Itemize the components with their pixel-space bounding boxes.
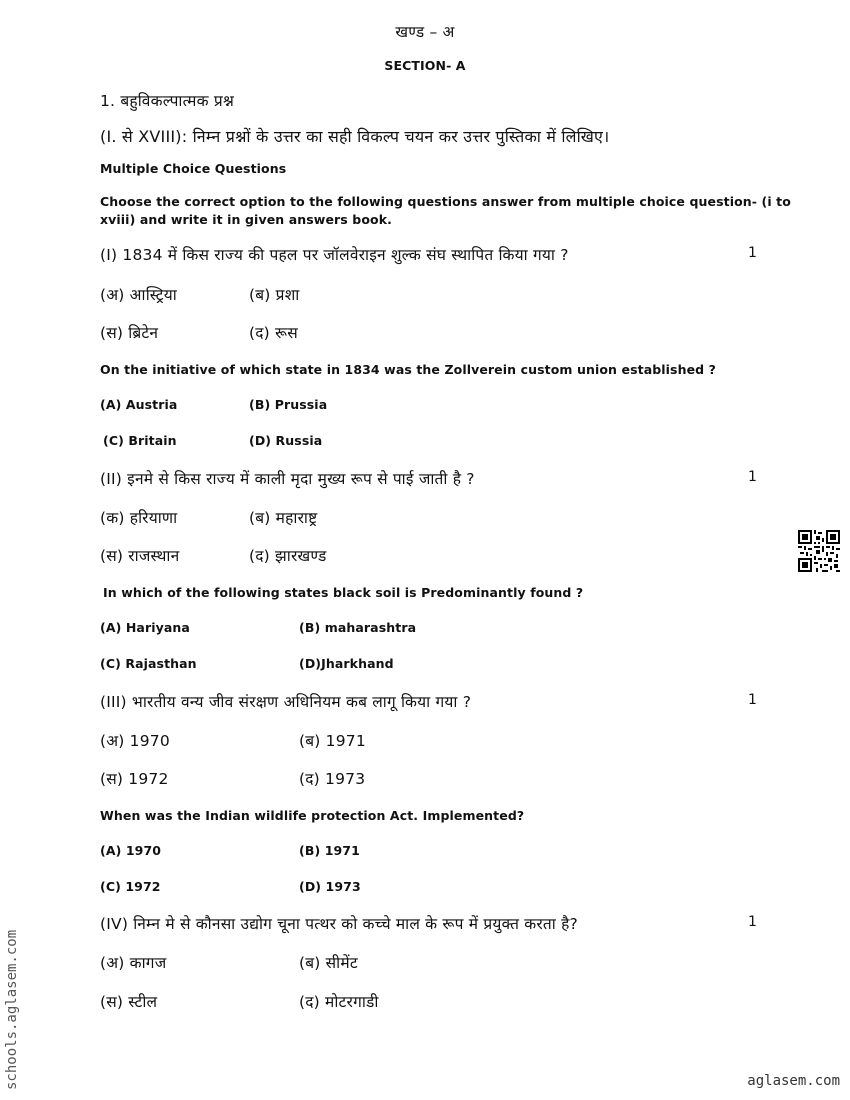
- q3-option-b-english: (B) 1971: [299, 843, 360, 858]
- section-heading-hindi: खण्ड – अ: [395, 23, 455, 41]
- mcq-title-hindi: 1. बहुविकल्पात्मक प्रश्न: [100, 92, 235, 110]
- q1-option-b-english: (B) Prussia: [249, 397, 328, 412]
- instruction-hindi: (I. से XVIII): निम्न प्रश्नों के उत्तर का सही विकल्प चयन कर उत्तर पुस्तिका में लिखिए।: [100, 127, 610, 146]
- question-1-hindi: (I) 1834 में किस राज्य की पहल पर जॉलवेराइन शुल्क संघ स्थापित किया गया ?: [100, 246, 569, 264]
- q3-option-c-hindi: (स) 1972: [100, 770, 169, 788]
- q4-option-a-hindi: (अ) कागज: [100, 954, 167, 972]
- q4-option-b-hindi: (ब) सीमेंट: [299, 954, 358, 972]
- q2-option-a-english: (A) Hariyana: [100, 620, 190, 635]
- question-2-english: In which of the following states black soil is Predominantly found ?: [103, 585, 584, 600]
- q2-option-a-hindi: (क) हरियाणा: [100, 509, 178, 527]
- q3-option-a-hindi: (अ) 1970: [100, 732, 170, 750]
- q2-option-d-hindi: (द) झारखण्ड: [249, 547, 327, 565]
- question-4-marks: 1: [748, 914, 757, 930]
- q1-option-c-english: (C) Britain: [103, 433, 177, 448]
- question-1-marks: 1: [748, 245, 757, 261]
- q2-option-c-hindi: (स) राजस्थान: [100, 547, 180, 565]
- q1-option-b-hindi: (ब) प्रशा: [249, 286, 300, 304]
- mcq-title-english: Multiple Choice Questions: [100, 161, 287, 176]
- q3-option-d-hindi: (द) 1973: [299, 770, 366, 788]
- question-3-english: When was the Indian wildlife protection Act. Implemented?: [100, 808, 525, 823]
- q2-option-c-english: (C) Rajasthan: [100, 656, 197, 671]
- q1-option-c-hindi: (स) ब्रिटेन: [100, 324, 159, 342]
- q1-option-d-english: (D) Russia: [249, 433, 323, 448]
- q3-option-b-hindi: (ब) 1971: [299, 732, 366, 750]
- q3-option-d-english: (D) 1973: [299, 879, 361, 894]
- question-3-marks: 1: [748, 692, 757, 708]
- q2-option-b-hindi: (ब) महाराष्ट्र: [249, 509, 318, 527]
- q1-option-d-hindi: (द) रूस: [249, 324, 298, 342]
- footer-watermark: aglasem.com: [747, 1073, 840, 1089]
- side-watermark: schools.aglasem.com: [4, 929, 20, 1090]
- section-heading-english: SECTION- A: [384, 58, 466, 73]
- question-2-marks: 1: [748, 469, 757, 485]
- question-1-english: On the initiative of which state in 1834 was the Zollverein custom union established ?: [100, 362, 717, 377]
- question-3-hindi: (III) भारतीय वन्य जीव संरक्षण अधिनियम कब लागू किया गया ?: [100, 693, 472, 711]
- qr-code-icon: [798, 530, 840, 572]
- instruction-english: Choose the correct option to the following questions answer from multiple choice question- (i to xviii) and write it in given answers book.: [100, 194, 791, 227]
- q4-option-d-hindi: (द) मोटरगाडी: [299, 993, 379, 1011]
- q3-option-a-english: (A) 1970: [100, 843, 162, 858]
- question-4-hindi: (IV) निम्न मे से कौनसा उद्योग चूना पत्थर को कच्चे माल के रूप में प्रयुक्त करता है?: [100, 915, 578, 933]
- question-2-hindi: (II) इनमे से किस राज्य में काली मृदा मुख्य रूप से पाई जाती है ?: [100, 470, 475, 488]
- q2-option-b-english: (B) maharashtra: [299, 620, 417, 635]
- q4-option-c-hindi: (स) स्टील: [100, 993, 158, 1011]
- q2-option-d-english: (D)Jharkhand: [299, 656, 394, 671]
- q1-option-a-hindi: (अ) आस्ट्रिया: [100, 286, 177, 304]
- q3-option-c-english: (C) 1972: [100, 879, 161, 894]
- q1-option-a-english: (A) Austria: [100, 397, 178, 412]
